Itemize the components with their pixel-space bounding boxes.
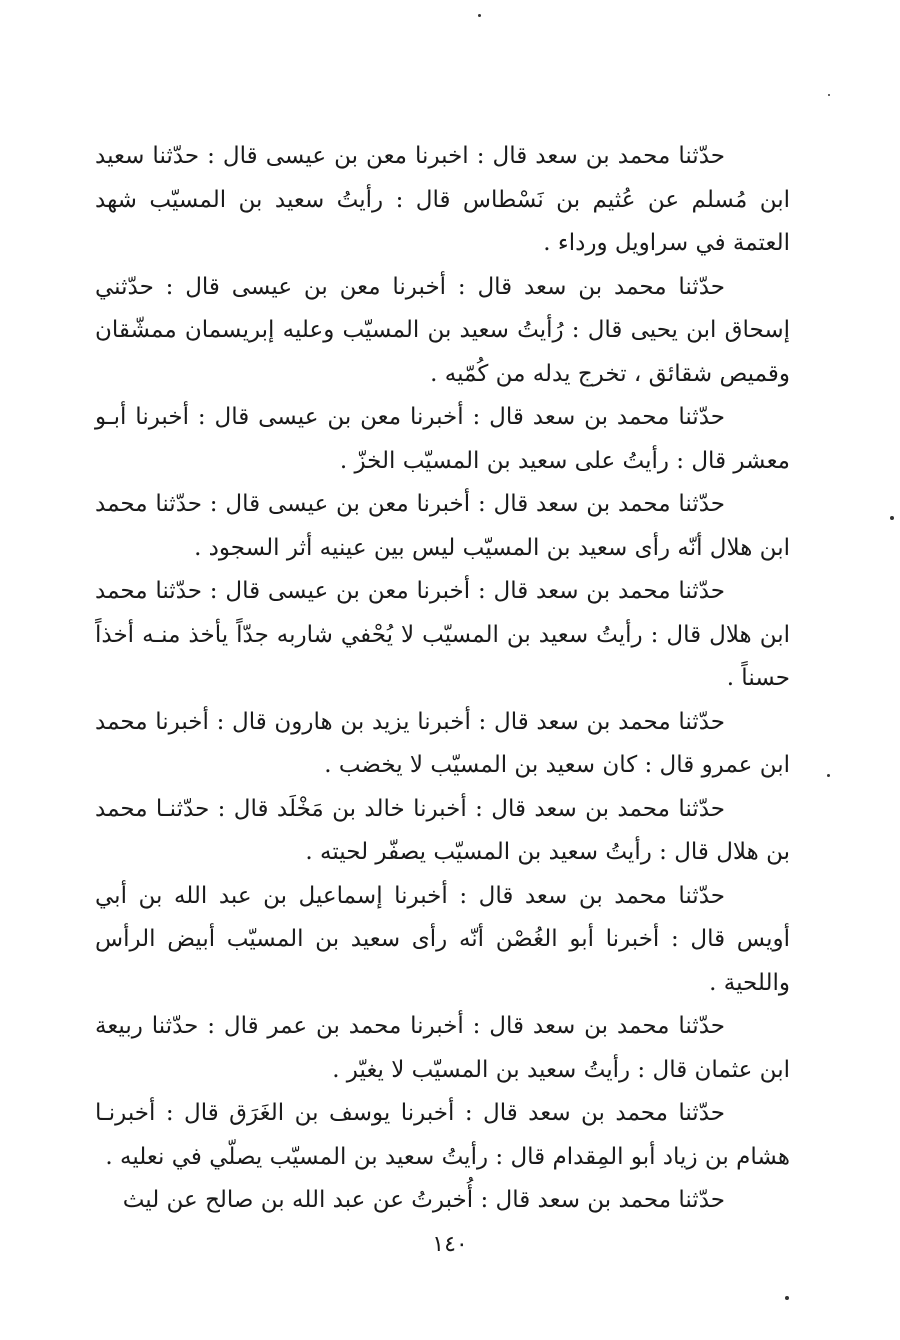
paragraph: حدّثنا محمد بن سعد قال : أخبرنا معن بن عيسى قال : حدّثني إسحاق ابن يحيى قال : رُأيتُ سعيد بن المسيّب وعليه إبريسمان ممشّقان وقميص شقائق ، تخرج يدله من كُمّيه . xyxy=(95,273,790,387)
paragraph: حدّثنا محمد بن سعد قال : أخبرنا معن بن عيسى قال : حدّثنا محمد ابن هلال قال : رأيتُ سعيد بن المسيّب لا يُحْفي شاربه جدّاً يأخذ منـه أخذاً حسناً . xyxy=(95,578,790,691)
paragraph: حدّثنا محمد بن سعد قال : أخبرنا معن بن عيسى قال : أخبرنا أبـو معشر قال : رأيتُ على سعيد بن المسيّب الخزّ . xyxy=(95,404,790,474)
paragraph: حدّثنا محمد بن سعد قال : أخبرنا خالد بن مَخْلَد قال : حدّثنـا محمد بن هلال قال : رأيتُ سعيد بن المسيّب يصفّر لحيته . xyxy=(95,795,790,865)
scan-speck xyxy=(890,516,894,520)
scan-speck xyxy=(828,94,830,96)
paragraph: حدّثنا محمد بن سعد قال : اخبرنا معن بن عيسى قال : حدّثنا سعيد ابن مُسلم عن عُثيم بن نَسْطاس قال : رأيتُ سعيد بن المسيّب شهد العتمة في سراويل ورداء . xyxy=(95,143,790,256)
body-text xyxy=(95,135,790,1223)
paragraph: حدّثنا محمد بن سعد قال : أخبرنا معن بن عيسى قال : حدّثنا محمد ابن هلال أنّه رأى سعيد بن المسيّب ليس بين عينيه أثر السجود . xyxy=(95,491,790,561)
paragraph: حدّثنا محمد بن سعد قال : أخبرنا إسماعيل بن عبد الله بن أبي أويس قال : أخبرنا أبو الغُصْن أنّه رأى سعيد بن المسيّب أبيض الرأس واللحية . xyxy=(95,882,790,996)
paragraph: حدّثنا محمد بن سعد قال : أخبرنا يوسف بن الغَرَق قال : أخبرنـا هشام بن زياد أبو المِقدام قال : رأيتُ سعيد بن المسيّب يصلّي في نعليه . xyxy=(95,1100,790,1170)
paragraph: حدّثنا محمد بن سعد قال : أخبرنا محمد بن عمر قال : حدّثنا ربيعة ابن عثمان قال : رأيتُ سعيد بن المسيّب لا يغيّر . xyxy=(95,1013,790,1083)
paragraph: حدّثنا محمد بن سعد قال : أُخبرتُ عن عبد الله بن صالح عن ليث xyxy=(122,1187,725,1213)
page-number: ١٤٠ xyxy=(432,1232,468,1257)
scan-speck xyxy=(478,14,481,17)
scan-speck xyxy=(827,774,830,777)
paragraph: حدّثنا محمد بن سعد قال : أخبرنا يزيد بن هارون قال : أخبرنا محمد ابن عمرو قال : كان سعيد بن المسيّب لا يخضب . xyxy=(95,708,790,778)
scan-speck xyxy=(785,1296,789,1300)
